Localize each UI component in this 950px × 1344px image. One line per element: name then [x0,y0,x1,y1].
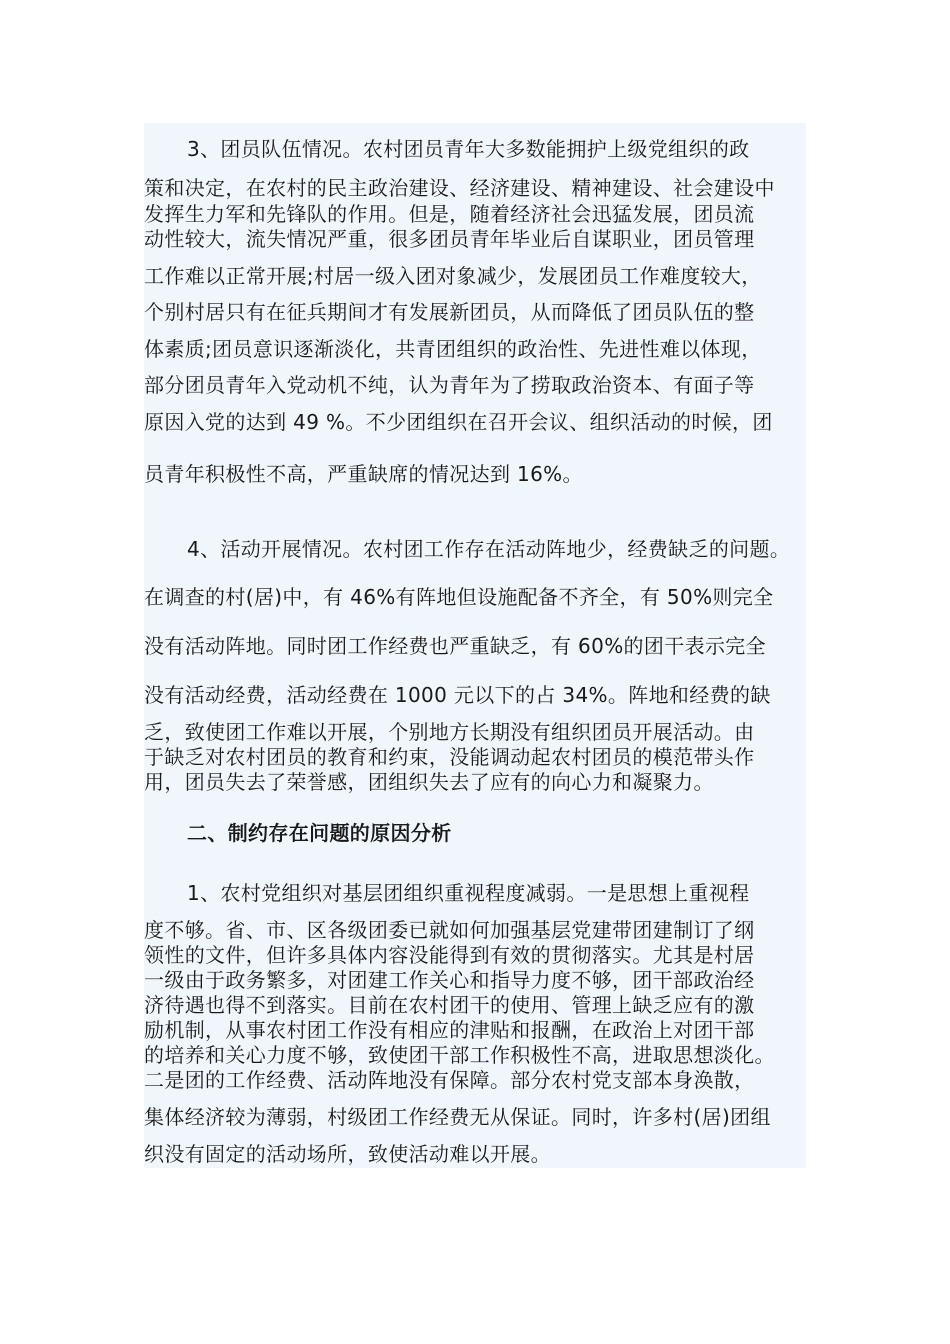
paragraph-1-line-5: 工作难以正常开展;村居一级入团对象减少，发展团员工作难度较大， [144,264,762,288]
paragraph-1-line-9: 原因入党的达到 49 %。不少团组织在召开会议、组织活动的时候，团 [144,410,773,434]
paragraph-3-line-9: 集体经济较为薄弱，村级团工作经费无从保证。同时，许多村(居)团组 [144,1105,771,1129]
paragraph-3-line-1: 1、农村党组织对基层团组织重视程度减弱。一是思想上重视程 [187,881,750,905]
paragraph-2-line-7: 用，团员失去了荣誉感，团组织失去了应有的向心力和凝聚力。 [144,770,714,794]
paragraph-1-line-7: 体素质;团员意识逐渐淡化，共青团组织的政治性、先进性难以体现， [144,337,762,361]
paragraph-2-line-5: 乏，致使团工作难以开展，个别地方长期没有组织团员开展活动。由 [144,720,755,744]
paragraph-2-line-4: 没有活动经费，活动经费在 1000 元以下的占 34%。阵地和经费的缺 [144,683,771,707]
paragraph-1-line-10: 员青年积极性不高，严重缺席的情况达到 16%。 [144,462,583,486]
section-heading: 二、制约存在问题的原因分析 [187,821,452,845]
paragraph-1-line-6: 个别村居只有在征兵期间才有发展新团员，从而降低了团员队伍的整 [144,300,755,324]
paragraph-3-line-2: 度不够。省、市、区各级团委已就如何加强基层党建带团建制订了纲 [144,918,755,942]
paragraph-3-line-8: 二是团的工作经费、活动阵地没有保障。部分农村党支部本身涣散， [144,1068,755,1092]
paragraph-2-line-6: 于缺乏对农村团员的教育和约束，没能调动起农村团员的模范带头作 [144,745,755,769]
paragraph-3-line-5: 济待遇也得不到落实。目前在农村团干的使用、管理上缺乏应有的激 [144,993,755,1017]
paragraph-3-line-10: 织没有固定的活动场所，致使活动难以开展。 [144,1142,551,1166]
paragraph-2-line-1: 4、活动开展情况。农村团工作存在活动阵地少，经费缺乏的问题。 [187,537,791,561]
paragraph-3-line-4: 一级由于政务繁多，对团建工作关心和指导力度不够，团干部政治经 [144,968,755,992]
paragraph-2-line-2: 在调查的村(居)中，有 46%有阵地但设施配备不齐全，有 50%则完全 [144,585,774,609]
document-page [144,123,806,1168]
paragraph-3-line-6: 励机制，从事农村团工作没有相应的津贴和报酬，在政治上对团干部 [144,1018,755,1042]
paragraph-3-line-7: 的培养和关心力度不够，致使团干部工作积极性不高，进取思想淡化。 [144,1043,775,1067]
paragraph-1-line-3: 发挥生力军和先锋队的作用。但是，随着经济社会迅猛发展，团员流 [144,202,755,226]
paragraph-1-line-4: 动性较大，流失情况严重，很多团员青年毕业后自谋职业，团员管理 [144,227,755,251]
paragraph-1-line-2: 策和决定，在农村的民主政治建设、经济建设、精神建设、社会建设中 [144,176,775,200]
paragraph-3-line-3: 领性的文件，但许多具体内容没能得到有效的贯彻落实。尤其是村居 [144,943,755,967]
paragraph-1-line-8: 部分团员青年入党动机不纯，认为青年为了捞取政治资本、有面子等 [144,373,755,397]
paragraph-1-line-1: 3、团员队伍情况。农村团员青年大多数能拥护上级党组织的政 [187,137,750,161]
paragraph-2-line-3: 没有活动阵地。同时团工作经费也严重缺乏，有 60%的团干表示完全 [144,634,767,658]
